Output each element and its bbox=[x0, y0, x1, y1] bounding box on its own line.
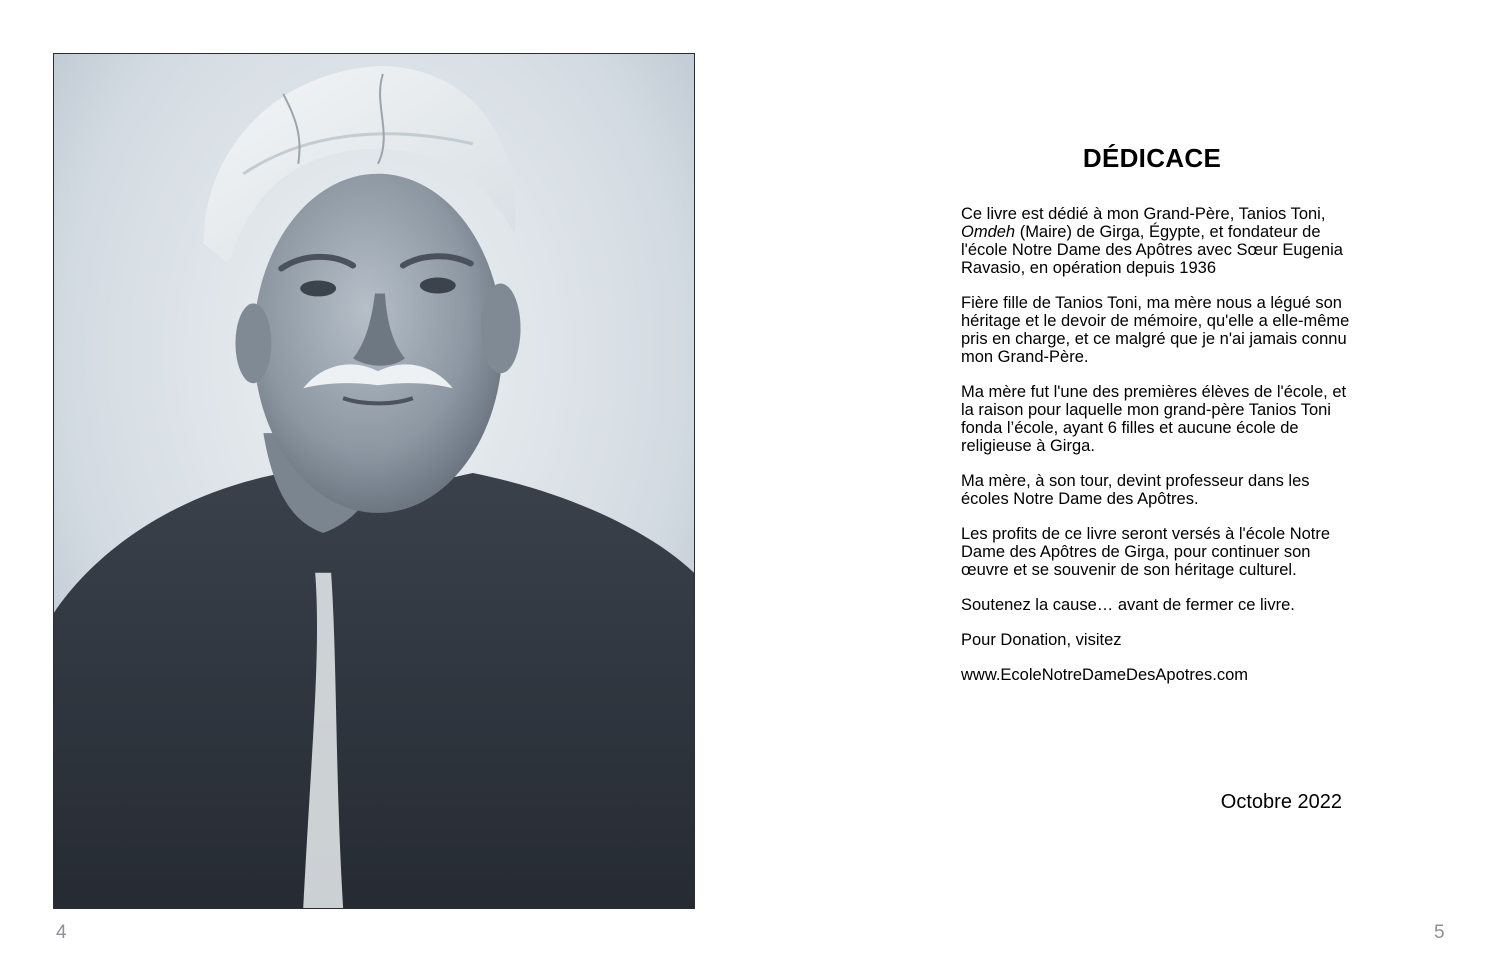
page-number-right: 5 bbox=[1434, 922, 1445, 943]
left-ear bbox=[235, 303, 271, 383]
italic-term: Omdeh bbox=[961, 223, 1016, 241]
right-ear bbox=[481, 283, 521, 373]
dedication-paragraph: Ma mère fut l'une des premières élèves de l'école, et la raison pour laquelle mon grand-père Tanios Toni fonda l’école, ayant 6 filles et aucune école de religieuse à Girga. bbox=[961, 383, 1347, 455]
dedication-date: Octobre 2022 bbox=[1220, 791, 1342, 813]
dedication-paragraph: Fière fille de Tanios Toni, ma mère nous a légué son héritage et le devoir de mémoire, qu'elle a elle-même pris en charge, et ce malgré que je n'ai jamais connu mon Grand-Père. bbox=[961, 294, 1350, 366]
robe bbox=[54, 473, 694, 908]
page-title: DÉDICACE bbox=[1082, 143, 1222, 173]
dedication-paragraph: Ma mère, à son tour, devint professeur dans les écoles Notre Dame des Apôtres. bbox=[961, 472, 1310, 508]
dedication-paragraph: Pour Donation, visitez bbox=[961, 631, 1122, 649]
paragraph-text: (Maire) de Girga, Égypte, et fondateur de l'école Notre Dame des Apôtres avec Sœur Eugenia Ravasio, en opération depuis 1936 bbox=[961, 223, 1343, 277]
portrait-photo bbox=[53, 53, 695, 909]
portrait-illustration bbox=[54, 54, 694, 908]
dedication-text bbox=[961, 205, 1356, 701]
page-number-left: 4 bbox=[56, 922, 67, 943]
right-eye bbox=[420, 277, 456, 293]
dedication-paragraph bbox=[961, 205, 1356, 277]
paragraph-text: Ce livre est dédié à mon Grand-Père, Tanios Toni, bbox=[961, 205, 1326, 223]
dedication-paragraph: Soutenez la cause… avant de fermer ce livre. bbox=[961, 596, 1295, 614]
website-link[interactable]: www.EcoleNotreDameDesApotres.com bbox=[961, 666, 1249, 684]
dedication-paragraph: Les profits de ce livre seront versés à l'école Notre Dame des Apôtres de Girga, pour continuer son œuvre et se souvenir de son héritage culturel. bbox=[961, 525, 1331, 579]
left-eye bbox=[300, 280, 336, 296]
